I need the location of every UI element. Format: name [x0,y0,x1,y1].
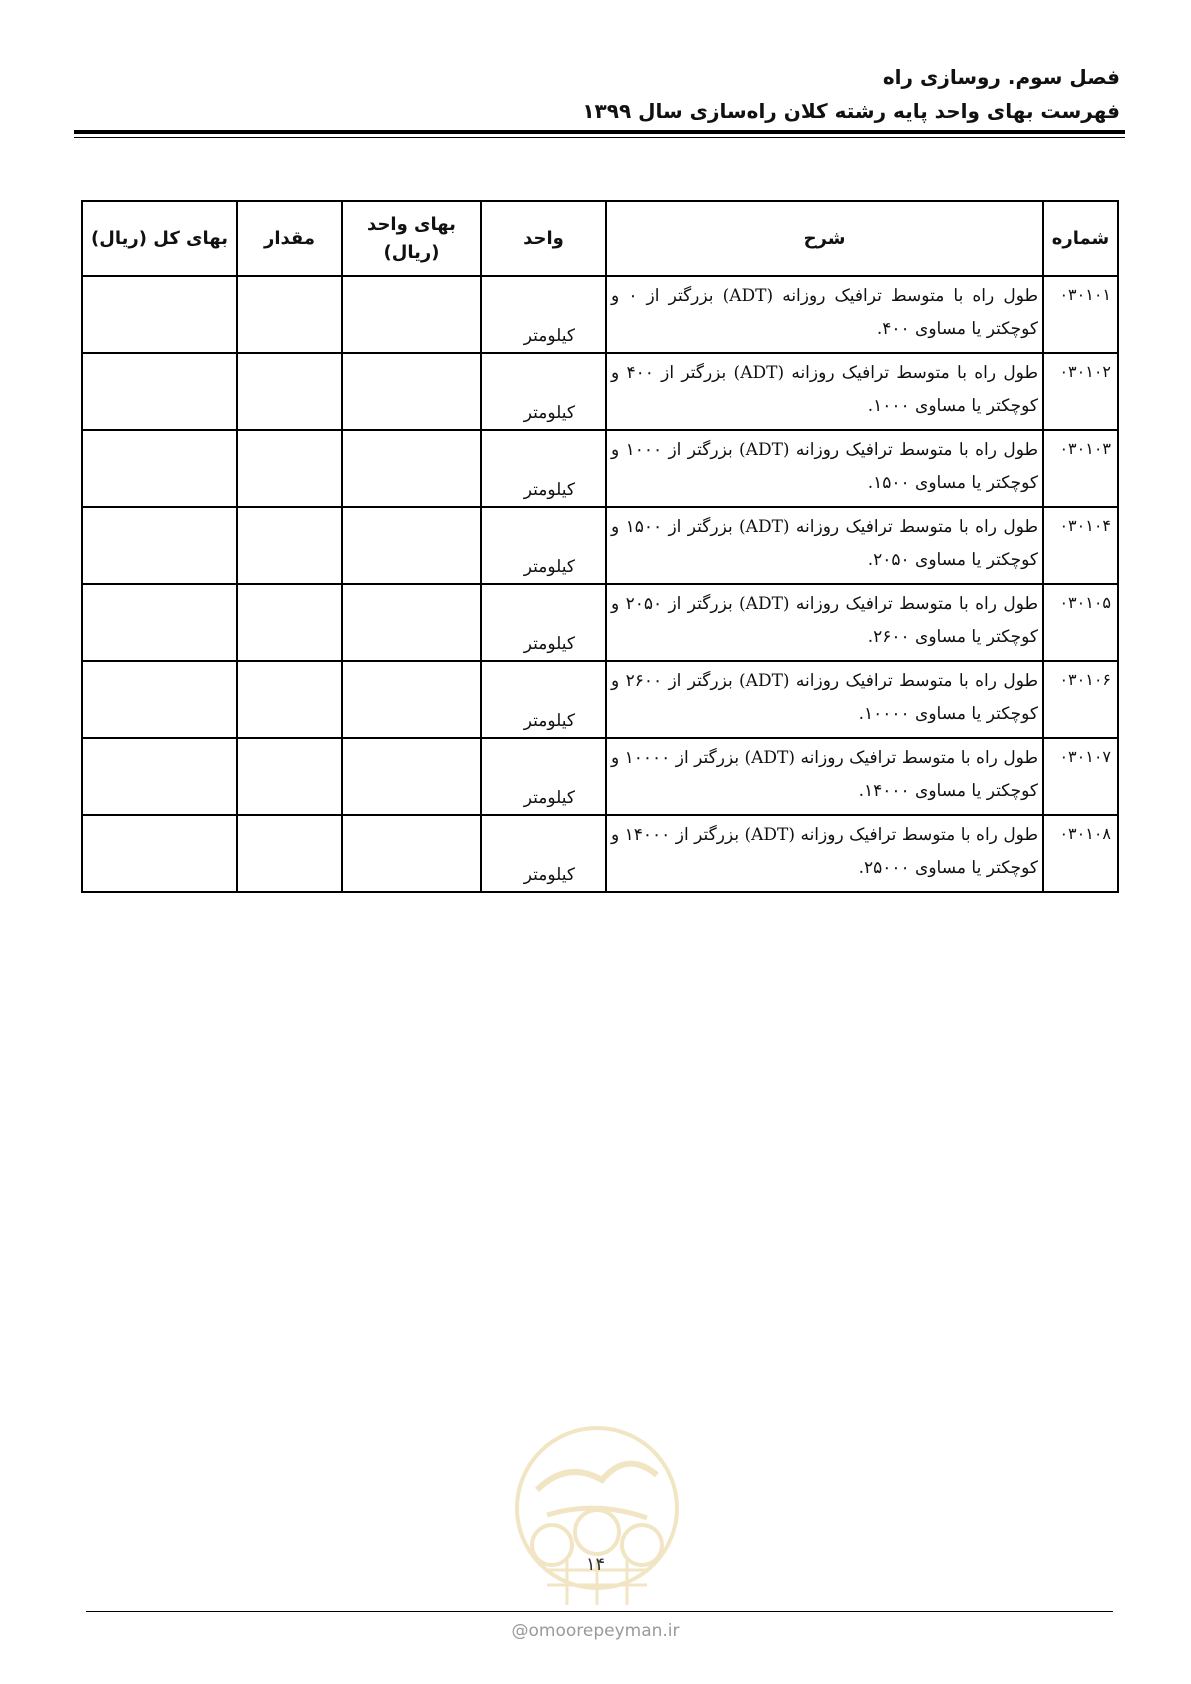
item-unit: کیلومتر [481,661,606,738]
item-quantity [237,507,342,584]
item-total-price [82,661,237,738]
item-quantity [237,738,342,815]
item-unit-price [342,738,481,815]
item-unit-price [342,661,481,738]
item-total-price [82,738,237,815]
item-unit: کیلومتر [481,584,606,661]
table-row [82,353,1118,430]
item-description: طول راه با متوسط ترافیک روزانه (ADT) بزرگتر از ۲۰۵۰ و کوچکتر یا مساوی ۲۶۰۰. [606,584,1043,661]
item-unit-price [342,353,481,430]
item-quantity [237,815,342,892]
watermark-site: @omoorepeyman.ir [511,1621,680,1641]
item-code: ۰۳۰۱۰۵ [1043,584,1118,661]
price-list-table [81,200,1119,893]
item-description: طول راه با متوسط ترافیک روزانه (ADT) بزرگتر از ۱۰۰۰ و کوچکتر یا مساوی ۱۵۰۰. [606,430,1043,507]
item-total-price [82,584,237,661]
page-number: ۱۴ [585,1554,606,1575]
page-header [80,60,1120,128]
item-quantity [237,276,342,353]
header-total-price: بهای کل (ریال) [82,201,237,276]
item-description: طول راه با متوسط ترافیک روزانه (ADT) بزرگتر از ۰ و کوچکتر یا مساوی ۴۰۰. [606,276,1043,353]
item-total-price [82,507,237,584]
item-unit: کیلومتر [481,815,606,892]
item-total-price [82,430,237,507]
item-description: طول راه با متوسط ترافیک روزانه (ADT) بزرگتر از ۴۰۰ و کوچکتر یا مساوی ۱۰۰۰. [606,353,1043,430]
item-unit: کیلومتر [481,507,606,584]
header-rule-thin [74,137,1125,138]
item-code: ۰۳۰۱۰۸ [1043,815,1118,892]
table-row [82,661,1118,738]
item-code: ۰۳۰۱۰۶ [1043,661,1118,738]
item-total-price [82,353,237,430]
table-header-row [82,201,1118,276]
item-code: ۰۳۰۱۰۷ [1043,738,1118,815]
item-unit-price [342,430,481,507]
item-unit-price [342,507,481,584]
item-code: ۰۳۰۱۰۱ [1043,276,1118,353]
item-unit: کیلومتر [481,276,606,353]
item-quantity [237,353,342,430]
item-unit-price [342,815,481,892]
header-quantity: مقدار [237,201,342,276]
document-subtitle: فهرست بهای واحد پایه رشته کلان راه‌سازی سال ۱۳۹۹ [582,99,1120,123]
item-total-price [82,815,237,892]
table-row [82,276,1118,353]
item-total-price [82,276,237,353]
item-quantity [237,584,342,661]
item-description: طول راه با متوسط ترافیک روزانه (ADT) بزرگتر از ۱۰۰۰۰ و کوچکتر یا مساوی ۱۴۰۰۰. [606,738,1043,815]
item-code: ۰۳۰۱۰۳ [1043,430,1118,507]
omoore-peyman-logo-icon [507,1420,687,1620]
item-description: طول راه با متوسط ترافیک روزانه (ADT) بزرگتر از ۲۶۰۰ و کوچکتر یا مساوی ۱۰۰۰۰. [606,661,1043,738]
footer-rule [86,1611,1113,1612]
chapter-title: فصل سوم. روسازی راه [882,65,1120,89]
table-row [82,815,1118,892]
item-quantity [237,661,342,738]
header-number: شماره [1043,201,1118,276]
item-code: ۰۳۰۱۰۴ [1043,507,1118,584]
header-unit-price: بهای واحد (ریال) [342,201,481,276]
table-row [82,584,1118,661]
item-unit: کیلومتر [481,353,606,430]
item-quantity [237,430,342,507]
header-description: شرح [606,201,1043,276]
item-unit: کیلومتر [481,430,606,507]
table-row [82,507,1118,584]
item-description: طول راه با متوسط ترافیک روزانه (ADT) بزرگتر از ۱۴۰۰۰ و کوچکتر یا مساوی ۲۵۰۰۰. [606,815,1043,892]
item-unit: کیلومتر [481,738,606,815]
header-rule-thick [74,130,1125,134]
header-unit: واحد [481,201,606,276]
item-code: ۰۳۰۱۰۲ [1043,353,1118,430]
table-row [82,738,1118,815]
table-row [82,430,1118,507]
item-unit-price [342,584,481,661]
item-description: طول راه با متوسط ترافیک روزانه (ADT) بزرگتر از ۱۵۰۰ و کوچکتر یا مساوی ۲۰۵۰. [606,507,1043,584]
item-unit-price [342,276,481,353]
